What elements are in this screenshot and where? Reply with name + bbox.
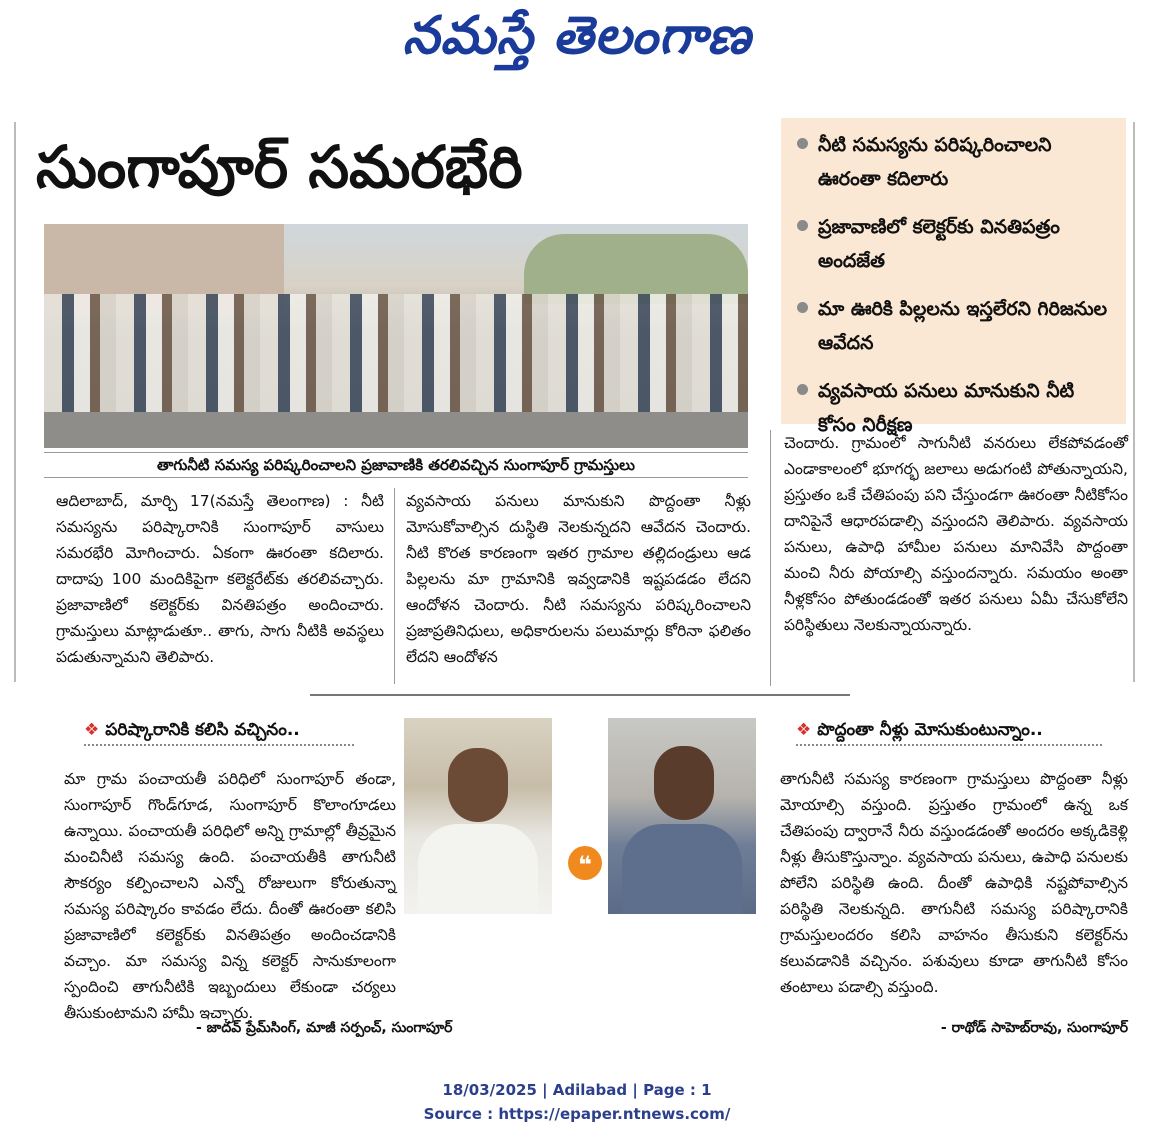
left-border bbox=[14, 122, 16, 682]
diamond-icon: ❖ bbox=[84, 720, 100, 740]
story1-signature: - జాదవ్ ప్రేమ్‌సింగ్, మాజీ సర్పంచ్, సుంగాపూర్ bbox=[196, 1020, 453, 1036]
story1-body: మా గ్రామ పంచాయతీ పరిధిలో సుంగాపూర్ తండా, సుంగాపూర్ గొండ్‌గూడ, సుంగాపూర్ కొలాంగూడలు ఉన్నాయి. పంచాయతీ పరిధిలో అన్ని గ్రామాల్లో తీవ్రమైన మంచినీటి సమస్య ఉంది. పంచాయతీకి తాగునీటి సౌకర్యం కల్పించాలని ఎన్నో రోజులుగా కోరుతున్నా సమస్య పరిష్కారం కావడం లేదు. దీంతో ఊరంతా కలిసి ప్రజావాణిలో కలెక్టర్‌కు వినతిపత్రం అందించడానికి వచ్చాం. మా సమస్య విన్న కలెక్టర్ సానుకూలంగా స్పందించి తాగునీటికి ఇబ్బందులు లేకుండా చర్యలు తీసుకుంటామని హామీ ఇచ్చారు. bbox=[64, 770, 396, 1022]
group-photo bbox=[44, 224, 748, 448]
portrait-photo-1 bbox=[404, 718, 552, 914]
highlight-text: మా ఊరికి పిల్లలను ఇస్తలేరని గిరిజనుల ఆవేదన bbox=[818, 298, 1108, 354]
photo-caption: తాగునీటి సమస్య పరిష్కరించాలని ప్రజావాణికి తరలివచ్చిన సుంగాపూర్ గ్రామస్తులు bbox=[44, 452, 748, 478]
story2-signature: - రాథోడ్ సాహెబ్‌రావు, సుంగాపూర్ bbox=[940, 1020, 1128, 1036]
article-column-1: ఆదిలాబాద్, మార్చి 17(నమస్తే తెలంగాణ) : నీటి సమస్యను పరిష్కారానికి సుంగాపూర్ వాసులు సమరభేరి మోగించారు. ఏకంగా ఊరంతా కదిలారు. దాదాపు 100 మందికిపైగా కలెక్టరేట్‌కు తరలివచ్చారు. ప్రజావాణిలో కలెక్టర్‌కు వినతిపత్రం అందించారు. గ్రామస్తులు మాట్లాడుతూ.. తాగు, సాగు నీటికి అవస్థలు పడుతున్నామని తెలిపారు. bbox=[56, 492, 384, 666]
bullet-icon bbox=[797, 138, 808, 149]
article-column-2: వ్యవసాయ పనులు మానుకుని పొద్దంతా నీళ్లు మోసుకోవాల్సిన దుస్థితి నెలకున్నదని ఆవేదన చెందారు. నీటి కొరత కారణంగా ఇతర గ్రామాల తల్లిదండ్రులు ఆడ పిల్లలను మా గ్రామానికి ఇవ్వడానికి ఇష్టపడడం లేదని ఆందోళన చెందారు. నీటి సమస్యను పరిష్కరించాలని ప్రజాప్రతినిధులు, అధికారులను పలుమార్లు కోరినా ఫలితం లేదని ఆందోళన bbox=[406, 492, 751, 666]
article-headline: సుంగాపూర్ సమరభేరి bbox=[36, 133, 523, 201]
portrait-face bbox=[448, 748, 508, 822]
footer-source-link[interactable]: Source : https://epaper.ntnews.com/ bbox=[423, 1105, 731, 1123]
photo-road bbox=[44, 412, 748, 448]
highlight-item bbox=[797, 128, 1116, 196]
highlight-text: నీటి సమస్యను పరిష్కరించాలని ఊరంతా కదిలారు bbox=[818, 134, 1052, 190]
quote-icon: ❝ bbox=[568, 846, 602, 880]
highlight-text: వ్యవసాయ పనులు మానుకుని నీటి కోసం నిరీక్షణ bbox=[818, 380, 1075, 436]
highlight-item bbox=[797, 292, 1116, 360]
masthead-logo bbox=[0, 6, 1154, 78]
bullet-icon bbox=[797, 384, 808, 395]
right-border bbox=[1133, 122, 1135, 682]
diamond-icon: ❖ bbox=[796, 720, 812, 740]
column-divider bbox=[394, 488, 395, 684]
highlights-box bbox=[781, 118, 1126, 436]
page-footer bbox=[0, 1078, 1154, 1126]
portrait-shirt bbox=[418, 824, 538, 914]
highlight-text: ప్రజావాణిలో కలెక్టర్‌కు వినతిపత్రం అందజేత bbox=[818, 216, 1060, 272]
bullet-icon bbox=[797, 302, 808, 313]
portrait-shirt bbox=[622, 824, 742, 914]
photo-crowd bbox=[44, 294, 748, 414]
portrait-face bbox=[654, 746, 714, 820]
masthead-title: నమస్తే తెలంగాణ bbox=[402, 6, 752, 66]
article-column-3: చెందారు. గ్రామంలో సాగునీటి వనరులు లేకపోవడంతో ఎండాకాలంలో భూగర్భ జలాలు అడుగంటి పోతున్నాయని, ప్రస్తుతం ఒకే చేతిపంపు పని చేస్తుండగా ఊరంతా నీటికోసం దానిపైనే ఆధారపడాల్సి వస్తుందని తెలిపారు. వ్యవసాయ పనులు, ఉపాధి హామీల పనులు మానివేసి పొద్దంతా మంచి నీరు పోయాల్సి వస్తుందన్నారు. సమయం అంతా నీళ్లకోసం పోతుండడంతో ఇతర పనులు ఏమీ చేసుకోలేని పరిస్థితులు నెలకున్నాయన్నారు. bbox=[784, 434, 1128, 634]
story2-heading-text: పొద్దంతా నీళ్లు మోసుకుంటున్నాం.. bbox=[817, 720, 1043, 740]
column-divider bbox=[770, 430, 771, 686]
story1-heading bbox=[84, 716, 354, 746]
section-divider bbox=[310, 694, 850, 696]
bullet-icon bbox=[797, 220, 808, 231]
story2-heading bbox=[796, 716, 1102, 746]
highlight-item bbox=[797, 210, 1116, 278]
footer-date-line: 18/03/2025 | Adilabad | Page : 1 bbox=[442, 1081, 712, 1099]
story1-heading-text: పరిష్కారానికి కలిసి వచ్చినం.. bbox=[105, 720, 300, 740]
story2-body: తాగునీటి సమస్య కారణంగా గ్రామస్తులు పొద్దంతా నీళ్లు మోయాల్సి వస్తుంది. ప్రస్తుతం గ్రామంలో ఉన్న ఒక చేతిపంపు ద్వారానే నీరు వస్తుండడంతో అందరం అక్కడికెళ్లి నీళ్లు తీసుకొస్తున్నాం. వ్యవసాయ పనులు, ఉపాధి పనులకు పోలేని పరిస్థితి ఉంది. దీంతో ఉపాధికి నష్టపోవాల్సిన పరిస్థితి నెలకున్నది. తాగునీటి సమస్య పరిష్కారానికి గ్రామస్తులందరం కలిసి వాహనం తీసుకుని కలెక్టర్‌ను కలువడానికి వచ్చినం. పశువులు కూడా తాగునీటి కోసం తంటాలు పడాల్సి వస్తుంది. bbox=[780, 770, 1128, 996]
portrait-photo-2 bbox=[608, 718, 756, 914]
